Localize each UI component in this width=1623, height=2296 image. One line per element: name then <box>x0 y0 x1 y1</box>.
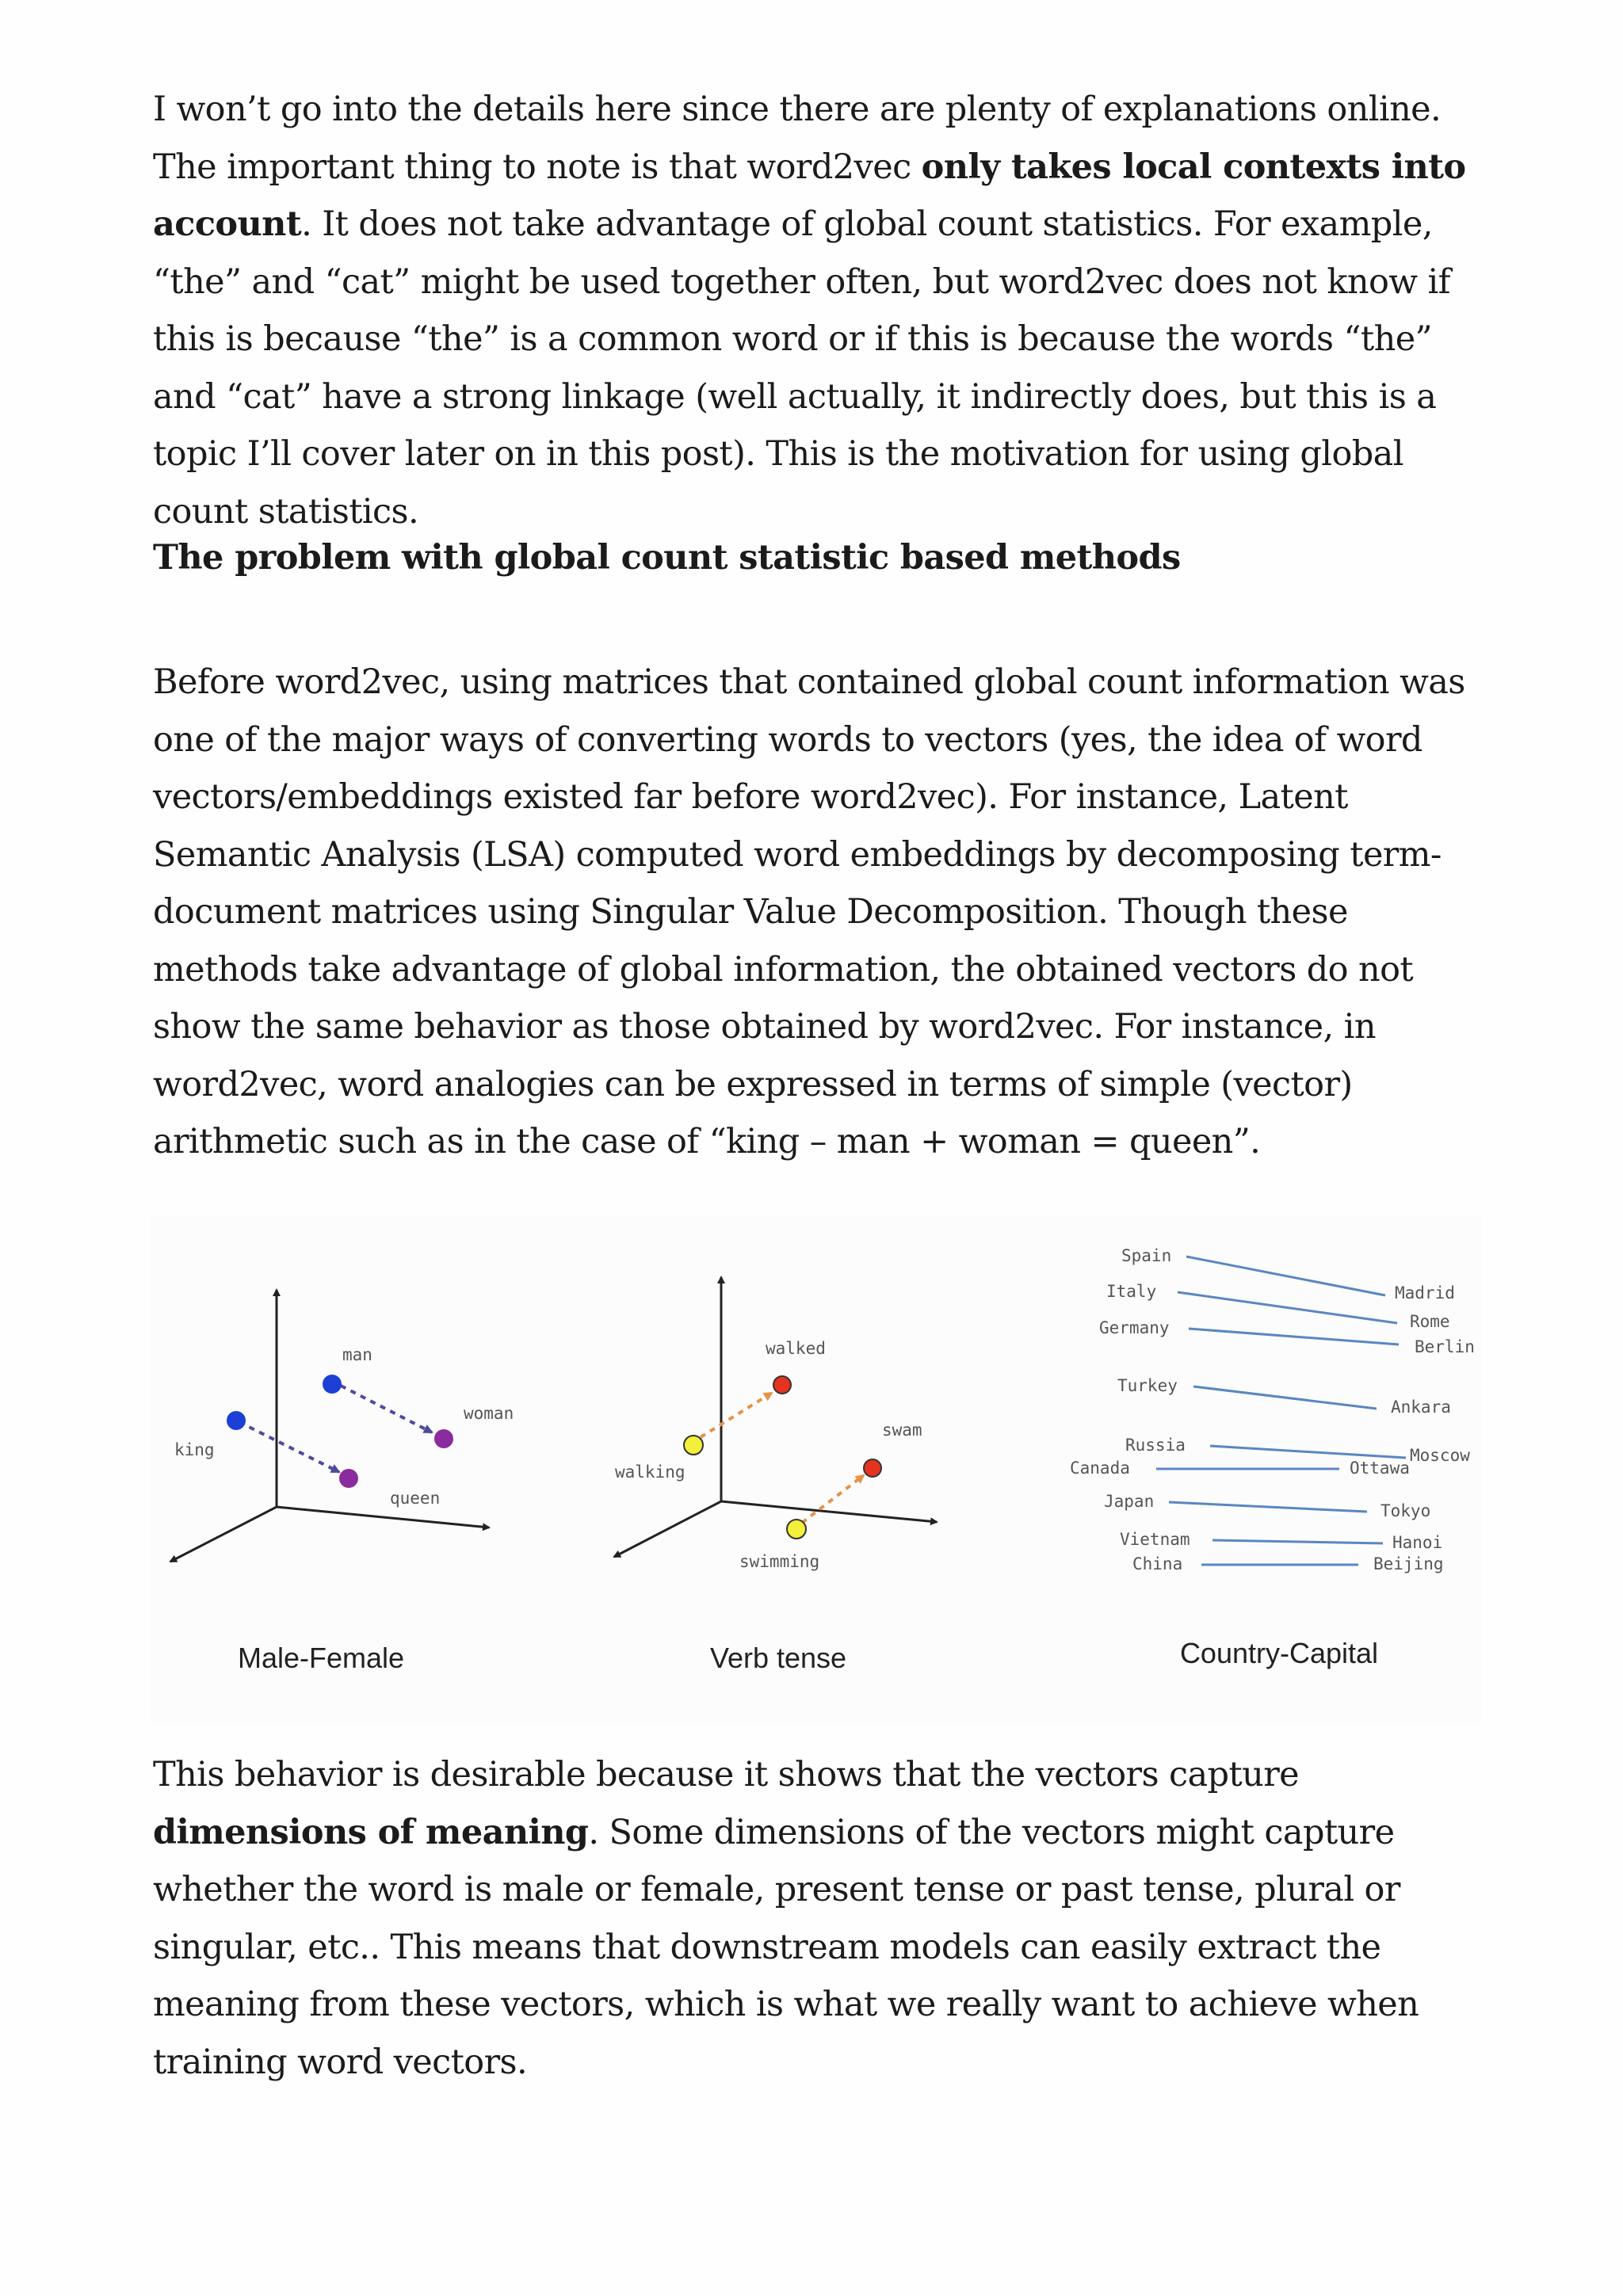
country-label: China <box>1132 1554 1183 1573</box>
capital-label: Hanoi <box>1392 1533 1443 1552</box>
country-capital-caption: Country-Capital <box>1179 1637 1379 1669</box>
mf-axis-horizontal <box>277 1507 489 1527</box>
country-label: Germany <box>1099 1318 1170 1337</box>
italy-rome-line <box>1178 1292 1397 1323</box>
country-label: Turkey <box>1117 1376 1178 1395</box>
mf-axis-depth <box>170 1507 277 1562</box>
country-label: Japan <box>1104 1492 1155 1511</box>
swam-point <box>864 1459 881 1477</box>
japan-tokyo-line <box>1169 1502 1367 1512</box>
conclusion-text-start: This behavior is desirable because it shows that the vectors capture <box>153 1755 1299 1794</box>
vietnam-hanoi-line <box>1212 1540 1383 1543</box>
germany-berlin-line <box>1189 1329 1399 1344</box>
capital-label: Beijing <box>1373 1554 1444 1573</box>
walking-point <box>684 1436 703 1455</box>
lsa-paragraph: Before word2vec, using matrices that contained global count information was one of the major ways of converting words to vectors (yes, the idea of word vectors/embeddings existed far before word2vec). For instance, Latent Semantic Analysis (LSA) computed word embeddings by decomposing term-document matrices using Singular Value Decomposition. Though these methods take advantage of global information, the obtained vectors do not show the same behavior as those obtained by word2vec. For instance, in word2vec, word analogies can be expressed in terms of simple (vector) arithmetic such as in the case of “king – man + woman = queen”. <box>153 662 1465 1161</box>
walked-point <box>773 1376 791 1394</box>
spain-madrid-line <box>1186 1257 1385 1295</box>
king-point <box>227 1411 246 1430</box>
russia-moscow-line <box>1210 1446 1406 1458</box>
walked-label: walked <box>766 1339 826 1358</box>
swam-label: swam <box>882 1421 922 1440</box>
queen-label: queen <box>390 1489 441 1508</box>
vt-axis-depth <box>614 1501 721 1557</box>
intro-text-end: . It does not take advantage of global count statistics. For example, “the” and “cat” might be used together often, but word2vec does not know if this is because “the” is a common word or if this is because the words “the” and “cat” have a strong linkage (well actually, it indirectly does, but this is a topic I’ll cover later on in this post). This is the motivation for using global count statistics. <box>153 204 1450 532</box>
swimming-point <box>787 1520 806 1539</box>
verb-tense-diagram <box>614 1277 937 1674</box>
country-capital-lines <box>1156 1257 1406 1565</box>
country-label: Russia <box>1125 1436 1186 1455</box>
swimming-label: swimming <box>739 1552 820 1571</box>
capital-label: Berlin <box>1415 1337 1475 1356</box>
man-point <box>323 1375 342 1394</box>
woman-label: woman <box>464 1404 514 1423</box>
king-queen-arrow <box>239 1422 339 1472</box>
conclusion-text-end: . Some dimensions of the vectors might capture whether the word is male or female, present tense or past tense, plural or singular, etc.. This means that downstream models can easily extract the meaning from these vectors, which is what we really want to achieve when training word vectors. <box>153 1812 1419 2082</box>
verb-tense-caption: Verb tense <box>709 1642 847 1674</box>
king-label: king <box>174 1440 215 1459</box>
capital-label: Rome <box>1410 1312 1450 1331</box>
swimming-swam-arrow <box>802 1475 864 1523</box>
intro-text-start: I won’t go into the details here since there are plenty of explanations online. The important thing to note is that word2vec <box>153 90 1442 187</box>
conclusion-bold-phrase: dimensions of meaning <box>153 1812 589 1852</box>
turkey-ankara-line <box>1193 1386 1377 1409</box>
capital-label: Ankara <box>1391 1398 1451 1417</box>
woman-point <box>434 1429 453 1448</box>
intro-bold-phrase: only takes local contexts into account <box>153 147 1466 244</box>
section-heading: The problem with global count statistic based methods <box>153 538 1181 578</box>
country-label: Canada <box>1070 1459 1130 1478</box>
capital-label: Ottawa <box>1350 1459 1410 1478</box>
queen-point <box>339 1469 358 1488</box>
male-female-caption: Male-Female <box>237 1642 405 1674</box>
country-label: Vietnam <box>1120 1530 1190 1549</box>
capital-label: Tokyo <box>1381 1501 1431 1520</box>
vt-axis-horizontal <box>721 1501 937 1522</box>
capital-label: Moscow <box>1410 1446 1470 1465</box>
country-capital-diagram <box>1070 1246 1475 1669</box>
conclusion-paragraph <box>153 1746 1500 2091</box>
walking-label: walking <box>615 1463 685 1482</box>
walking-walked-arrow <box>701 1393 772 1437</box>
country-label: Spain <box>1121 1246 1172 1265</box>
man-label: man <box>342 1345 372 1364</box>
country-label: Italy <box>1106 1282 1157 1301</box>
man-woman-arrow <box>341 1386 432 1432</box>
male-female-diagram <box>170 1290 514 1674</box>
capital-label: Madrid <box>1395 1283 1455 1302</box>
